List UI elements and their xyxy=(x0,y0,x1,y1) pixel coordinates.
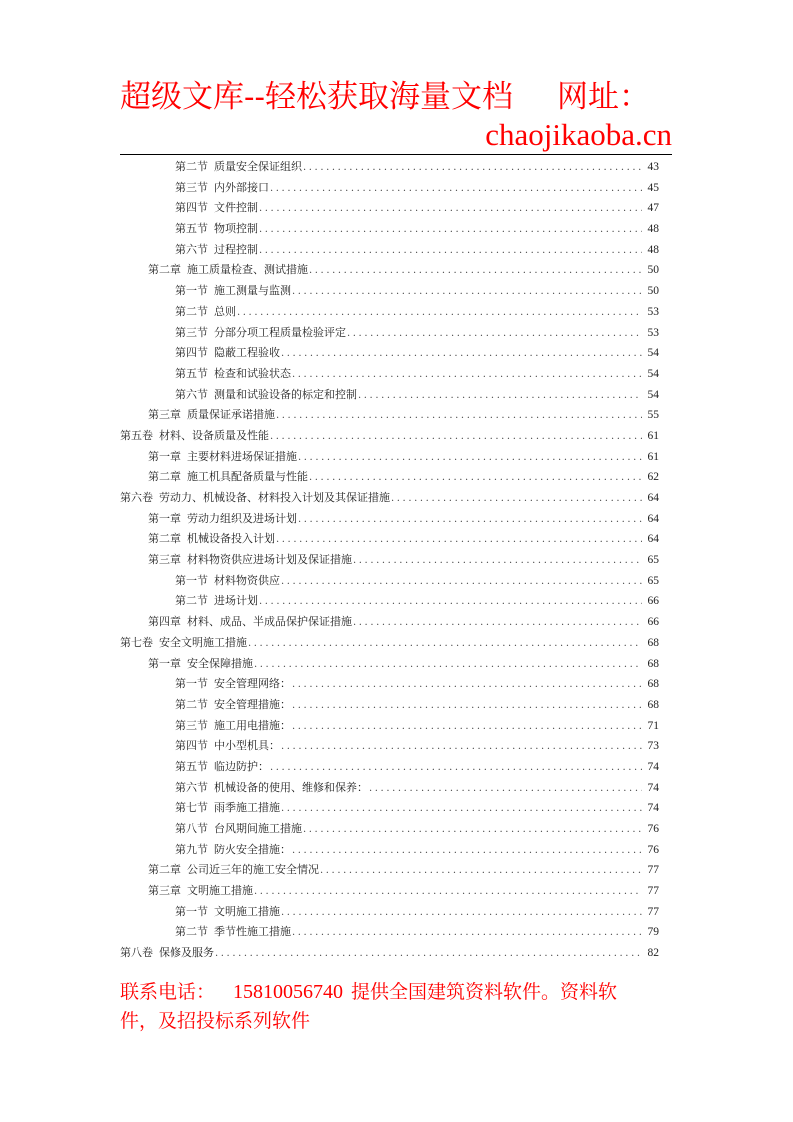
toc-entry-page: 65 xyxy=(647,574,659,587)
header-title: 超级文库--轻松获取海量文档 xyxy=(120,79,513,115)
dot-leader xyxy=(303,158,642,179)
toc-entry-label xyxy=(148,654,253,675)
toc-entry-title: 物项控制 xyxy=(214,222,258,236)
toc-entry-page: 73 xyxy=(647,740,659,753)
toc-entry-page: 68 xyxy=(647,636,659,649)
toc-entry[interactable] xyxy=(120,509,659,530)
toc-entry-number: 第二章 xyxy=(148,470,181,484)
dot-leader xyxy=(347,324,642,345)
toc-entry-number: 第五卷 xyxy=(120,428,153,442)
toc-entry-number: 第三节 xyxy=(175,325,208,339)
header-url: chaojikaoba.cn xyxy=(485,117,672,152)
toc-entry-title: 测量和试验设备的标定和控制 xyxy=(214,387,357,401)
dot-leader xyxy=(292,717,642,738)
toc-entry-title: 季节性施工措施 xyxy=(214,925,291,939)
dot-leader xyxy=(292,923,642,944)
toc-entry-label xyxy=(175,178,269,199)
dot-leader xyxy=(259,220,642,241)
dot-leader xyxy=(358,386,642,407)
dot-leader xyxy=(309,468,642,489)
toc-entry-label xyxy=(175,198,258,219)
dot-leader xyxy=(248,634,642,655)
toc-entry-label xyxy=(148,467,308,488)
toc-entry-page: 68 xyxy=(647,698,659,711)
toc-entry-page: 64 xyxy=(647,492,659,504)
toc-entry-label xyxy=(175,674,291,695)
toc-entry[interactable] xyxy=(120,302,659,323)
toc-entry-title: 文明施工措施 xyxy=(187,884,253,898)
header-divider xyxy=(120,154,672,155)
dot-leader xyxy=(292,841,642,862)
toc-entry-page: 77 xyxy=(647,905,659,918)
toc-entry-title: 过程控制 xyxy=(214,242,258,256)
toc-entry[interactable] xyxy=(120,633,659,654)
dot-leader xyxy=(391,489,642,510)
toc-entry-label xyxy=(120,633,247,654)
toc-entry-page: 43 xyxy=(647,161,659,173)
toc-entry-label xyxy=(175,716,291,737)
dot-leader xyxy=(259,241,642,262)
dot-leader xyxy=(292,365,642,386)
dot-leader xyxy=(281,799,642,820)
toc-entry[interactable] xyxy=(120,798,659,819)
header-title-line xyxy=(120,78,672,116)
footer-contact-label: 联系电话： xyxy=(120,981,216,1003)
toc-entry[interactable] xyxy=(120,674,659,695)
toc-entry-number: 第五节 xyxy=(175,759,208,773)
toc-entry-page: 64 xyxy=(647,512,659,525)
toc-entry[interactable] xyxy=(120,447,659,468)
toc-entry-label xyxy=(148,447,297,468)
toc-entry-label xyxy=(175,591,258,612)
toc-entry[interactable] xyxy=(120,612,659,633)
toc-entry-page: 66 xyxy=(647,595,659,608)
toc-entry[interactable] xyxy=(120,591,659,612)
dot-leader xyxy=(276,406,642,427)
toc-entry-number: 第三章 xyxy=(148,884,181,898)
toc-entry-page: 54 xyxy=(647,367,659,380)
toc-entry-page: 74 xyxy=(647,781,659,794)
toc-entry-title: 进场计划 xyxy=(214,594,258,608)
toc-entry-page: 68 xyxy=(647,678,659,691)
toc-entry-label xyxy=(175,364,291,385)
toc-entry-page: 47 xyxy=(647,202,659,215)
toc-entry-number: 第七卷 xyxy=(120,635,153,649)
toc-entry-title: 安全管理措施： xyxy=(214,697,291,711)
toc-entry-title: 文明施工措施 xyxy=(214,904,280,918)
toc-entry-label xyxy=(148,529,275,550)
toc-entry[interactable] xyxy=(120,778,659,799)
toc-entry[interactable] xyxy=(120,219,659,240)
toc-entry-number: 第一节 xyxy=(175,284,208,298)
toc-entry[interactable] xyxy=(120,323,659,344)
toc-entry-page: 71 xyxy=(647,719,659,732)
toc-entry-number: 第三章 xyxy=(148,408,181,422)
toc-entry-number: 第二节 xyxy=(175,594,208,608)
toc-entry-label xyxy=(175,219,258,240)
dot-leader xyxy=(259,199,642,220)
toc-entry[interactable] xyxy=(120,736,659,757)
toc-entry[interactable] xyxy=(120,529,659,550)
toc-entry-label xyxy=(175,902,280,923)
toc-entry[interactable] xyxy=(120,343,659,364)
toc-entry[interactable] xyxy=(120,426,659,447)
toc-entry-title: 材料物资供应进场计划及保证措施 xyxy=(187,553,352,567)
toc-entry[interactable] xyxy=(120,654,659,675)
toc-entry[interactable] xyxy=(120,840,659,861)
toc-entry-number: 第一节 xyxy=(175,573,208,587)
toc-entry-label xyxy=(120,426,269,447)
toc-entry[interactable] xyxy=(120,860,659,881)
toc-entry-page: 45 xyxy=(647,181,659,194)
toc-entry-label xyxy=(175,819,302,840)
dot-leader xyxy=(353,613,642,634)
dot-leader xyxy=(281,903,642,924)
toc-entry-page: 48 xyxy=(647,223,659,236)
toc-entry-label xyxy=(120,488,390,509)
toc-entry-title: 材料、成品、半成品保护保证措施 xyxy=(187,615,352,629)
dot-leader xyxy=(292,675,642,696)
toc-entry-number: 第四章 xyxy=(148,615,181,629)
footer-text-line2: 件，及招投标系列软件 xyxy=(120,1010,311,1032)
toc-entry-label xyxy=(175,571,280,592)
toc-entry-title: 总则 xyxy=(214,304,236,318)
toc-entry[interactable] xyxy=(120,902,659,923)
toc-entry-number: 第六节 xyxy=(175,242,208,256)
dot-leader xyxy=(281,344,642,365)
toc-entry-number: 第三章 xyxy=(148,553,181,567)
toc-entry-page: 77 xyxy=(647,885,659,898)
toc-entry-title: 雨季施工措施 xyxy=(214,801,280,815)
toc-entry[interactable] xyxy=(120,488,659,509)
toc-entry-title: 施工用电措施： xyxy=(214,718,291,732)
toc-entry-title: 分部分项工程质量检验评定 xyxy=(214,325,346,339)
toc-entry-page: 53 xyxy=(647,326,659,339)
toc-entry-label xyxy=(148,260,308,281)
toc-entry-page: 62 xyxy=(647,471,659,484)
dot-leader xyxy=(292,282,642,303)
toc-entry-number: 第二章 xyxy=(148,532,181,546)
toc-entry-number: 第一节 xyxy=(175,904,208,918)
toc-entry-label xyxy=(148,509,297,530)
toc-entry-label xyxy=(175,778,368,799)
toc-entry-page: 50 xyxy=(647,285,659,298)
toc-entry-page: 50 xyxy=(647,264,659,277)
toc-entry-number: 第五节 xyxy=(175,222,208,236)
toc-entry-number: 第一章 xyxy=(148,511,181,525)
toc-entry-page: 61 xyxy=(647,450,659,463)
toc-entry-number: 第一节 xyxy=(175,677,208,691)
toc-entry-label xyxy=(175,757,269,778)
toc-entry-label xyxy=(120,943,214,964)
dot-leader xyxy=(270,427,642,448)
dot-leader xyxy=(281,572,642,593)
toc-entry-number: 第二节 xyxy=(175,160,208,173)
toc-entry-page: 55 xyxy=(647,409,659,422)
toc-entry[interactable] xyxy=(120,178,659,199)
toc-entry[interactable] xyxy=(120,550,659,571)
toc-entry-label xyxy=(148,405,275,426)
dot-leader xyxy=(320,861,642,882)
toc-entry-label xyxy=(175,281,291,302)
dot-leader xyxy=(353,551,642,572)
dot-leader xyxy=(309,261,642,282)
toc-entry-title: 安全保障措施 xyxy=(187,656,253,670)
dot-leader xyxy=(270,758,642,779)
toc-entry[interactable] xyxy=(120,385,659,406)
toc-entry[interactable] xyxy=(120,405,659,426)
toc-entry[interactable] xyxy=(120,571,659,592)
toc-entry-number: 第二章 xyxy=(148,263,181,277)
toc-entry-number: 第六节 xyxy=(175,780,208,794)
toc-entry-title: 防火安全措施： xyxy=(214,842,291,856)
toc-entry-title: 机械设备的使用、维修和保养： xyxy=(214,780,368,794)
dot-leader xyxy=(237,303,642,324)
toc-entry-number: 第一章 xyxy=(148,449,181,463)
dot-leader xyxy=(298,510,642,531)
toc-entry-page: 82 xyxy=(647,947,659,960)
watermark-header xyxy=(120,78,672,154)
toc-entry-title: 劳动力组织及进场计划 xyxy=(187,511,297,525)
toc-entry[interactable] xyxy=(120,819,659,840)
toc-entry-number: 第二章 xyxy=(148,863,181,877)
toc-entry-label xyxy=(175,922,291,943)
toc-entry[interactable] xyxy=(120,260,659,281)
toc-entry-page: 68 xyxy=(647,657,659,670)
dot-leader xyxy=(215,944,642,965)
toc-entry[interactable] xyxy=(120,157,659,178)
toc-entry-number: 第六卷 xyxy=(120,491,153,504)
toc-entry-title: 质量安全保证组织 xyxy=(214,160,302,173)
toc-entry-page: 61 xyxy=(647,429,659,442)
toc-entry-number: 第二节 xyxy=(175,925,208,939)
toc-entry-number: 第二节 xyxy=(175,697,208,711)
dot-leader xyxy=(292,696,642,717)
toc-entry-title: 检查和试验状态 xyxy=(214,366,291,380)
toc-entry-number: 第三节 xyxy=(175,180,208,194)
toc-entry-label xyxy=(175,302,236,323)
dot-leader xyxy=(259,592,642,613)
toc-entry-title: 安全管理网络： xyxy=(214,677,291,691)
toc-entry-title: 临边防护： xyxy=(214,759,269,773)
toc-entry-title: 主要材料进场保证措施 xyxy=(187,449,297,463)
toc-entry-number: 第一章 xyxy=(148,656,181,670)
toc-entry-number: 第三节 xyxy=(175,718,208,732)
dot-leader xyxy=(281,737,642,758)
toc-entry-label xyxy=(175,323,346,344)
toc-entry-title: 施工质量检查、测试措施 xyxy=(187,263,308,277)
toc-entry[interactable] xyxy=(120,364,659,385)
toc-entry[interactable] xyxy=(120,943,659,964)
toc-entry[interactable] xyxy=(120,281,659,302)
toc-entry[interactable] xyxy=(120,922,659,943)
dot-leader xyxy=(276,530,642,551)
toc-entry-number: 第四节 xyxy=(175,201,208,215)
toc-entry-label xyxy=(175,343,280,364)
toc-entry-label xyxy=(175,840,291,861)
toc-entry-title: 中小型机具： xyxy=(214,739,280,753)
toc-entry-page: 53 xyxy=(647,305,659,318)
toc-entry-label xyxy=(175,798,280,819)
dot-leader xyxy=(270,179,642,200)
toc-entry-number: 第八节 xyxy=(175,822,208,835)
toc-entry-page: 54 xyxy=(647,347,659,360)
header-url-label: 网址： xyxy=(556,79,650,115)
toc-entry-page: 65 xyxy=(647,554,659,567)
dot-leader xyxy=(254,882,642,903)
toc-entry-number: 第五节 xyxy=(175,366,208,380)
toc-entry[interactable] xyxy=(120,716,659,737)
toc-entry-title: 机械设备投入计划 xyxy=(187,532,275,546)
dot-leader xyxy=(369,779,642,800)
watermark-footer xyxy=(120,978,680,1036)
toc-entry-number: 第二节 xyxy=(175,304,208,318)
toc-entry-number: 第四节 xyxy=(175,346,208,360)
toc-entry-title: 施工机具配备质量与性能 xyxy=(187,470,308,484)
toc-entry-label xyxy=(175,736,280,757)
toc-entry[interactable] xyxy=(120,695,659,716)
toc-entry-title: 安全文明施工措施 xyxy=(159,635,247,649)
toc-entry[interactable] xyxy=(120,198,659,219)
footer-phone: 15810056740 xyxy=(233,981,344,1003)
toc-entry-title: 公司近三年的施工安全情况 xyxy=(187,863,319,877)
toc-entry-label xyxy=(175,240,258,261)
toc-entry-number: 第六节 xyxy=(175,387,208,401)
toc-entry-page: 48 xyxy=(647,243,659,256)
dot-leader xyxy=(298,448,642,469)
toc-entry-page: 66 xyxy=(647,616,659,629)
toc-entry-title: 内外部接口 xyxy=(214,180,269,194)
toc-entry-title: 施工测量与监测 xyxy=(214,284,291,298)
toc-entry-number: 第七节 xyxy=(175,801,208,815)
toc-entry[interactable] xyxy=(120,467,659,488)
toc-entry-title: 文件控制 xyxy=(214,201,258,215)
toc-entry-title: 材料、设备质量及性能 xyxy=(159,428,269,442)
toc-entry-label xyxy=(175,157,302,178)
toc-entry-title: 台风期间施工措施 xyxy=(214,822,302,835)
toc-entry-label xyxy=(148,860,319,881)
table-of-contents xyxy=(120,157,659,964)
toc-entry-number: 第八卷 xyxy=(120,946,153,960)
toc-entry-title: 隐蔽工程验收 xyxy=(214,346,280,360)
toc-entry-label xyxy=(148,550,352,571)
toc-entry-page: 74 xyxy=(647,760,659,773)
toc-entry-page: 79 xyxy=(647,926,659,939)
toc-entry[interactable] xyxy=(120,881,659,902)
toc-entry[interactable] xyxy=(120,240,659,261)
toc-entry-label xyxy=(148,612,352,633)
toc-entry-label xyxy=(175,695,291,716)
toc-entry-label xyxy=(148,881,253,902)
toc-entry-page: 74 xyxy=(647,802,659,815)
toc-entry-number: 第四节 xyxy=(175,739,208,753)
toc-entry-page: 77 xyxy=(647,864,659,877)
toc-entry-title: 劳动力、机械设备、材料投入计划及其保证措施 xyxy=(159,491,390,504)
toc-entry-page: 54 xyxy=(647,388,659,401)
toc-entry-page: 64 xyxy=(647,533,659,546)
dot-leader xyxy=(254,655,642,676)
toc-entry-number: 第九节 xyxy=(175,842,208,856)
toc-entry-title: 材料物资供应 xyxy=(214,573,280,587)
toc-entry-page: 76 xyxy=(647,823,659,835)
toc-entry[interactable] xyxy=(120,757,659,778)
dot-leader xyxy=(303,820,642,841)
toc-entry-title: 保修及服务 xyxy=(159,946,214,960)
toc-entry-page: 76 xyxy=(647,843,659,856)
toc-entry-title: 质量保证承诺措施 xyxy=(187,408,275,422)
footer-text-line1: 提供全国建筑资料软件。资料软 xyxy=(351,981,618,1003)
toc-entry-label xyxy=(175,385,357,406)
